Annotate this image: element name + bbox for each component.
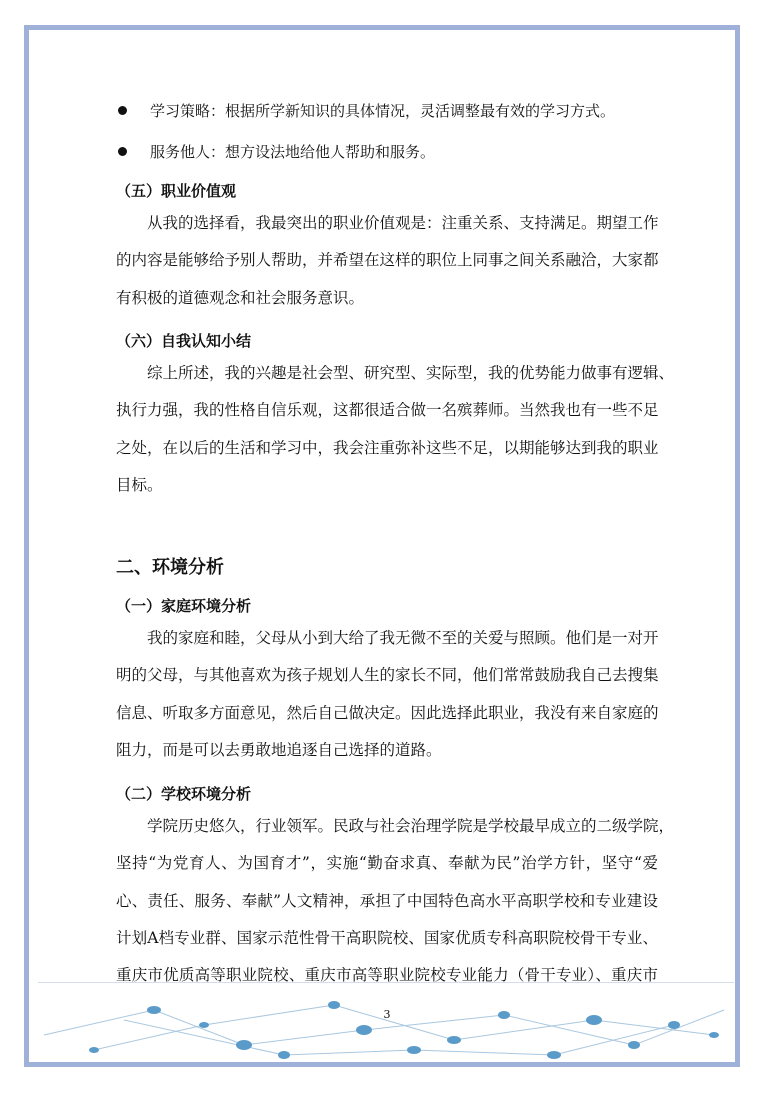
paragraph-family <box>116 620 658 769</box>
paragraph-line: 目标。 <box>116 475 163 494</box>
section-title-summary: （六）自我认知小结 <box>116 332 252 350</box>
paragraph-line: 执行力强，我的性格自信乐观，这都很适合做一名殡葬师。当然我也有一些不足 <box>116 401 659 420</box>
paragraph-values <box>116 205 658 317</box>
paragraph-line: 从我的选择看，我最突出的职业价值观是：注重关系、支持满足。期望工作 <box>147 214 659 232</box>
paragraph-line: 明的父母，与其他喜欢为孩子规划人生的家长不同，他们常常鼓励我自己去搜集 <box>116 666 659 685</box>
paragraph-line: 信息、听取多方面意见，然后自己做决定。因此选择此职业，我没有来自家庭的 <box>116 703 659 722</box>
paragraph-line: 计划A档专业群、国家示范性骨干高职院校、国家优质专科高职院校骨干专业、 <box>116 928 658 947</box>
paragraph-line: 有积极的道德观念和社会服务意识。 <box>116 288 365 307</box>
network-decoration <box>34 990 734 1060</box>
paragraph-line: 坚持“为党育人、为国育才”，实施“勤奋求真、奉献为民”治学方针，坚守“爱 <box>116 854 658 873</box>
paragraph-school <box>116 808 675 994</box>
section-title-family: （一）家庭环境分析 <box>116 597 252 615</box>
bullet-dot-icon <box>118 106 127 115</box>
bullet-text: 学习策略：根据所学新知识的具体情况，灵活调整最有效的学习方式。 <box>150 102 616 120</box>
paragraph-line: 的内容是能够给予别人帮助，并希望在这样的职位上同事之间关系融洽，大家都 <box>116 251 659 270</box>
bullet-text: 服务他人：想方设法地给他人帮助和服务。 <box>150 143 436 161</box>
chapter-title-environment: 二、环境分析 <box>116 557 224 578</box>
bullet-item <box>116 141 435 162</box>
paragraph-line: 学院历史悠久，行业领军。民政与社会治理学院是学校最早成立的二级学院， <box>147 817 675 835</box>
page-number: 3 <box>383 1008 391 1021</box>
paragraph-line: 心、责任、服务、奉献”人文精神，承担了中国特色高水平高职学校和专业建设 <box>116 891 658 910</box>
paragraph-summary <box>116 355 675 504</box>
paragraph-line: 综上所述，我的兴趣是社会型、研究型、实际型，我的优势能力做事有逻辑、 <box>147 364 675 382</box>
paragraph-line: 阻力，而是可以去勇敢地追逐自己选择的道路。 <box>116 740 442 759</box>
bullet-item <box>116 100 615 121</box>
section-title-school: （二）学校环境分析 <box>116 785 252 803</box>
bullet-dot-icon <box>118 147 127 156</box>
paragraph-line: 重庆市优质高等职业院校、重庆市高等职业院校专业能力（骨干专业）、重庆市 <box>116 966 658 985</box>
paragraph-line: 我的家庭和睦，父母从小到大给了我无微不至的关爱与照顾。他们是一对开 <box>147 629 659 647</box>
paragraph-line: 之处，在以后的生活和学习中，我会注重弥补这些不足，以期能够达到我的职业 <box>116 438 659 457</box>
section-title-values: （五）职业价值观 <box>116 182 237 200</box>
